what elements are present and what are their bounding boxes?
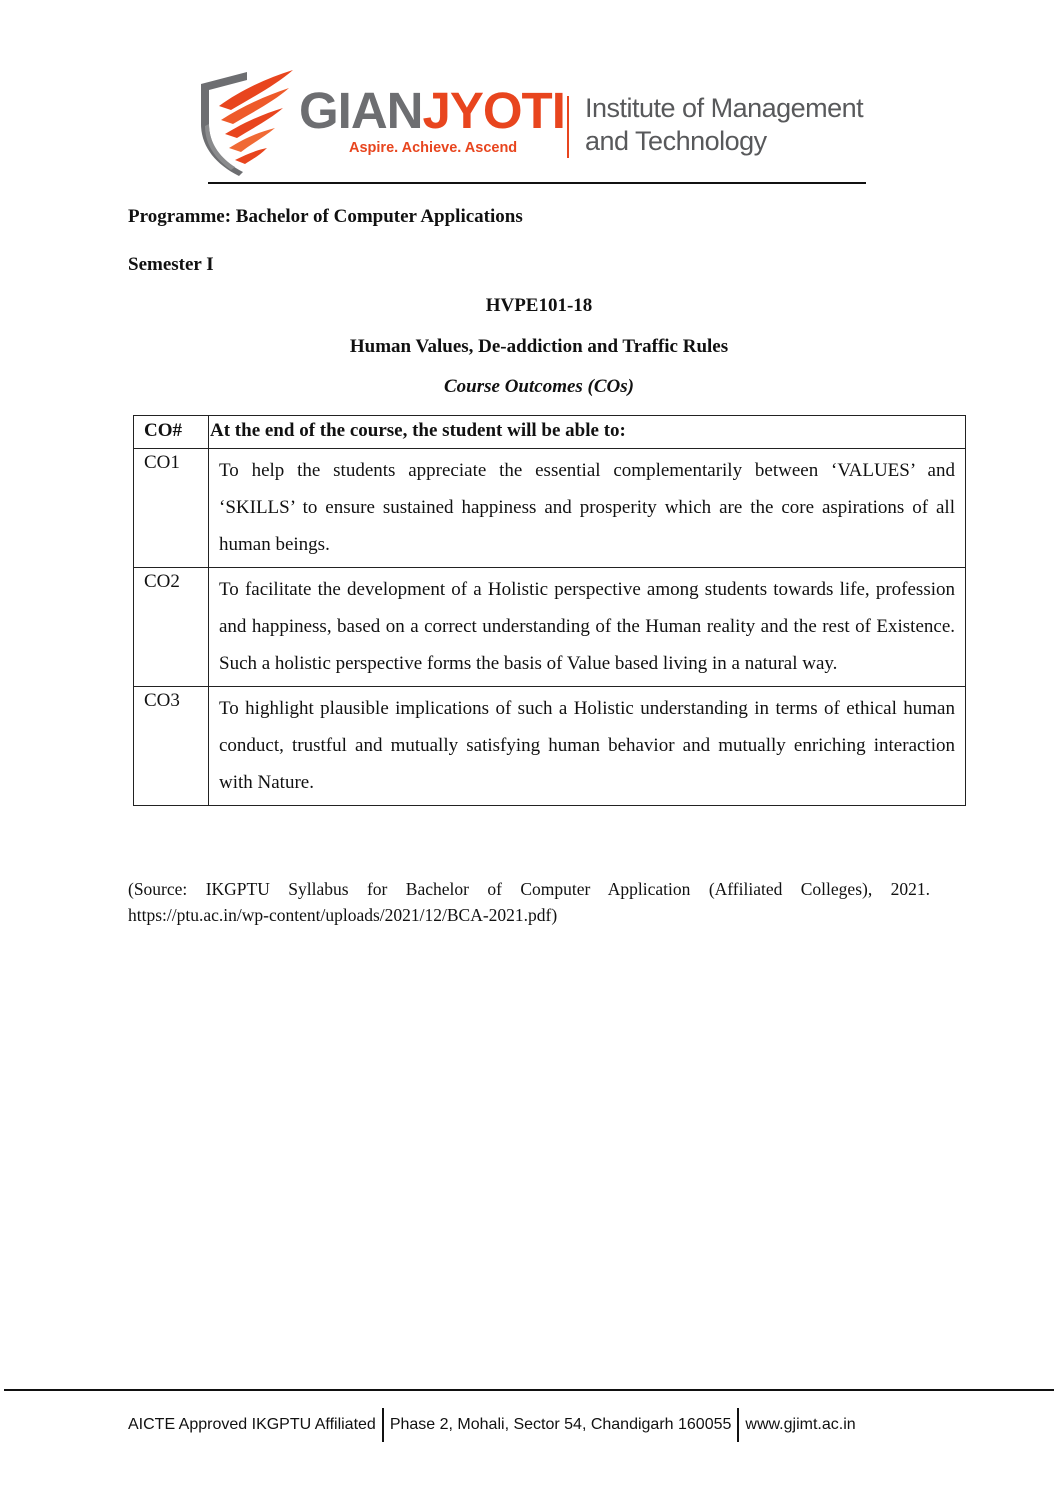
table-row (134, 568, 966, 687)
source-citation: (Source: IKGPTU Syllabus for Bachelor of Computer Application (Affiliated Colleges), 2021. https://ptu.ac.in/wp-content/uploads/2021/12/BCA-2021.pdf) (128, 879, 930, 925)
footer-approval: AICTE Approved IKGPTU Affiliated (128, 1416, 376, 1433)
co-number: CO1 (134, 449, 209, 568)
brand-block (299, 84, 565, 164)
course-title: Human Values, De-addiction and Traffic Rules (349, 336, 729, 357)
co-description: To help the students appreciate the essential complementarily between ‘VALUES’ and ‘SKILLS’ to ensure sustained happiness and prosperity which are the core aspirations of all human beings. (209, 449, 966, 568)
programme-heading: Programme: Bachelor of Computer Applications (128, 206, 523, 227)
footer-website[interactable]: www.gjimt.ac.in (745, 1416, 856, 1433)
table-row (134, 449, 966, 568)
semester-heading: Semester I (128, 254, 214, 275)
co-description: To facilitate the development of a Holistic perspective among students towards life, profession and happiness, based on a correct understanding of the Human reality and the rest of Existence. Such a holistic perspective forms the basis of Value based living in a natural way. (209, 568, 966, 687)
footer-separator (382, 1408, 384, 1442)
header-divider (208, 182, 866, 184)
institute-line-1: Institute of Management (585, 93, 864, 123)
institute-line-2: and Technology (585, 126, 767, 156)
brand-name-jyoti: JYOTI (422, 82, 565, 139)
course-code: HVPE101-18 (485, 295, 593, 316)
shield-wings-icon (195, 66, 295, 176)
institute-logo (195, 66, 875, 176)
brand-tagline: Aspire. Achieve. Ascend (349, 140, 518, 156)
footer-address: Phase 2, Mohali, Sector 54, Chandigarh 160055 (389, 1416, 732, 1433)
co-number: CO2 (134, 568, 209, 687)
section-heading: Course Outcomes (COs) (443, 376, 634, 397)
institute-name (585, 92, 863, 158)
co-description: To highlight plausible implications of such a Holistic understanding in terms of ethical human conduct, trustful and mutually satisfying human behavior and mutually enriching interaction with Nature. (209, 687, 966, 806)
column-header-description: At the end of the course, the student will be able to: (209, 416, 966, 449)
footer-separator (737, 1408, 739, 1442)
column-header-co: CO# (134, 416, 209, 449)
table-row (134, 687, 966, 806)
footer-divider (4, 1389, 1054, 1391)
brand-name (299, 84, 565, 138)
co-number: CO3 (134, 687, 209, 806)
brand-name-gian: GIAN (299, 82, 423, 139)
page-footer (128, 1408, 856, 1442)
course-outcomes-table (133, 415, 966, 806)
table-header-row (134, 416, 966, 449)
brand-divider (567, 96, 569, 158)
